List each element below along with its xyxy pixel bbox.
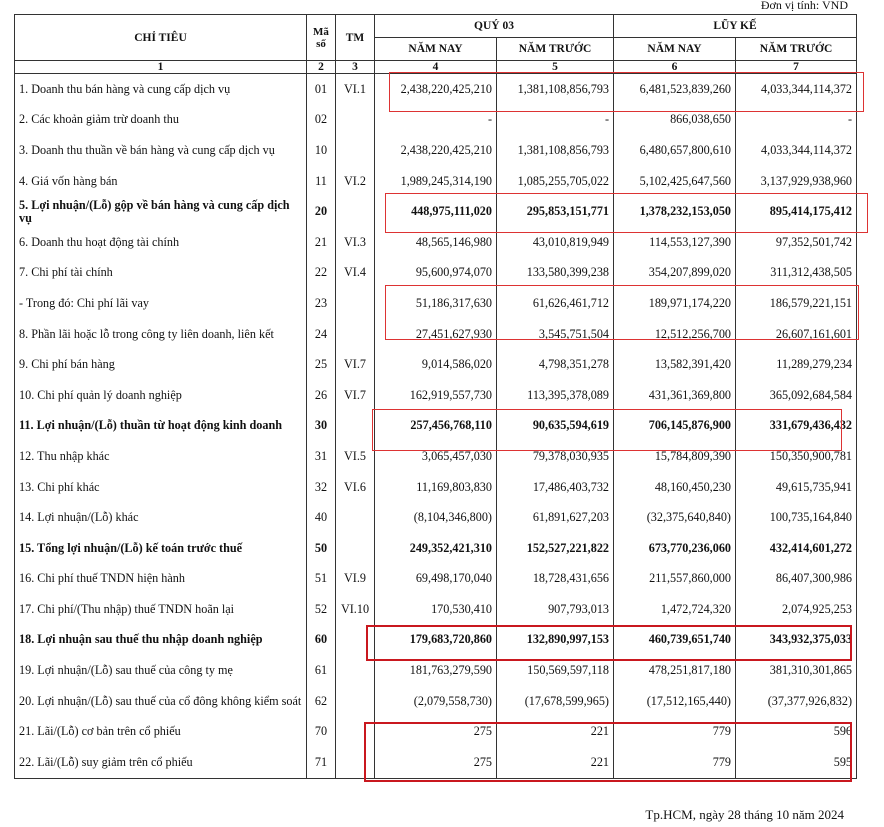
row-note bbox=[336, 747, 375, 778]
value-cell: 51,186,317,630 bbox=[375, 288, 497, 319]
value-cell: 779 bbox=[614, 747, 736, 778]
row-note: VI.1 bbox=[336, 74, 375, 105]
value-cell: 61,891,627,203 bbox=[497, 502, 614, 533]
value-cell: 4,798,351,278 bbox=[497, 349, 614, 380]
header-quy: QUÝ 03 bbox=[375, 15, 614, 38]
value-cell: 779 bbox=[614, 716, 736, 747]
row-code: 70 bbox=[307, 716, 336, 747]
value-cell: 86,407,300,986 bbox=[736, 564, 857, 595]
row-label: 10. Chi phí quản lý doanh nghiệp bbox=[15, 380, 307, 411]
header-lk-nam-nay: NĂM NAY bbox=[614, 38, 736, 61]
value-cell: 706,145,876,900 bbox=[614, 411, 736, 442]
row-label: 20. Lợi nhuận/(Lỗ) sau thuế của cổ đông không kiểm soát bbox=[15, 686, 307, 717]
value-cell: 2,074,925,253 bbox=[736, 594, 857, 625]
row-label: 19. Lợi nhuận/(Lỗ) sau thuế của công ty mẹ bbox=[15, 655, 307, 686]
value-cell: 1,381,108,856,793 bbox=[497, 74, 614, 105]
row-note: VI.3 bbox=[336, 227, 375, 258]
value-cell: 448,975,111,020 bbox=[375, 196, 497, 227]
row-label: 4. Giá vốn hàng bán bbox=[15, 166, 307, 197]
row-note: VI.4 bbox=[336, 258, 375, 289]
row-note bbox=[336, 411, 375, 442]
value-cell: 365,092,684,584 bbox=[736, 380, 857, 411]
row-label: 9. Chi phí bán hàng bbox=[15, 349, 307, 380]
row-label: 22. Lãi/(Lỗ) suy giảm trên cổ phiếu bbox=[15, 747, 307, 778]
value-cell: 275 bbox=[375, 716, 497, 747]
row-note bbox=[336, 135, 375, 166]
header-quy-nam-nay: NĂM NAY bbox=[375, 38, 497, 61]
footer-date: Tp.HCM, ngày 28 tháng 10 năm 2024 bbox=[645, 807, 844, 822]
row-label: 3. Doanh thu thuần về bán hàng và cung cấp dịch vụ bbox=[15, 135, 307, 166]
row-code: 01 bbox=[307, 74, 336, 105]
value-cell: 61,626,461,712 bbox=[497, 288, 614, 319]
column-index: 7 bbox=[736, 61, 857, 74]
value-cell: 11,169,803,830 bbox=[375, 472, 497, 503]
value-cell: 431,361,369,800 bbox=[614, 380, 736, 411]
value-cell: 221 bbox=[497, 716, 614, 747]
value-cell: 48,160,450,230 bbox=[614, 472, 736, 503]
row-note: VI.9 bbox=[336, 564, 375, 595]
column-index-row bbox=[15, 61, 857, 74]
table-row bbox=[15, 380, 857, 411]
row-note bbox=[336, 533, 375, 564]
header-quy-nam-truoc: NĂM TRƯỚC bbox=[497, 38, 614, 61]
table-row bbox=[15, 319, 857, 350]
column-index: 6 bbox=[614, 61, 736, 74]
value-cell: 6,481,523,839,260 bbox=[614, 74, 736, 105]
column-index: 5 bbox=[497, 61, 614, 74]
row-code: 51 bbox=[307, 564, 336, 595]
value-cell: 179,683,720,860 bbox=[375, 625, 497, 656]
unit-note: Đơn vị tính: VND bbox=[760, 0, 848, 12]
value-cell: 354,207,899,020 bbox=[614, 258, 736, 289]
value-cell: 13,582,391,420 bbox=[614, 349, 736, 380]
row-code: 21 bbox=[307, 227, 336, 258]
row-note bbox=[336, 686, 375, 717]
value-cell: 4,033,344,114,372 bbox=[736, 135, 857, 166]
table-row bbox=[15, 533, 857, 564]
table-row bbox=[15, 594, 857, 625]
row-label: 7. Chi phí tài chính bbox=[15, 258, 307, 289]
row-code: 22 bbox=[307, 258, 336, 289]
row-label: 1. Doanh thu bán hàng và cung cấp dịch vụ bbox=[15, 74, 307, 105]
row-note bbox=[336, 105, 375, 136]
value-cell: 331,679,436,432 bbox=[736, 411, 857, 442]
row-note bbox=[336, 655, 375, 686]
row-label: 8. Phần lãi hoặc lỗ trong công ty liên doanh, liên kết bbox=[15, 319, 307, 350]
value-cell: (2,079,558,730) bbox=[375, 686, 497, 717]
header-luy-ke: LŨY KẾ bbox=[614, 15, 857, 38]
value-cell: 17,486,403,732 bbox=[497, 472, 614, 503]
row-note: VI.10 bbox=[336, 594, 375, 625]
value-cell: 6,480,657,800,610 bbox=[614, 135, 736, 166]
row-code: 20 bbox=[307, 196, 336, 227]
value-cell: 249,352,421,310 bbox=[375, 533, 497, 564]
value-cell: 1,989,245,314,190 bbox=[375, 166, 497, 197]
column-index: 1 bbox=[15, 61, 307, 74]
row-note: VI.2 bbox=[336, 166, 375, 197]
value-cell: 133,580,399,238 bbox=[497, 258, 614, 289]
row-note bbox=[336, 196, 375, 227]
table-row bbox=[15, 686, 857, 717]
value-cell: 150,569,597,118 bbox=[497, 655, 614, 686]
value-cell: 162,919,557,730 bbox=[375, 380, 497, 411]
table-row bbox=[15, 74, 857, 105]
header-ma-so: Mã số bbox=[307, 15, 336, 61]
table-row bbox=[15, 166, 857, 197]
table-row bbox=[15, 441, 857, 472]
column-index: 3 bbox=[336, 61, 375, 74]
table-row bbox=[15, 502, 857, 533]
row-code: 31 bbox=[307, 441, 336, 472]
value-cell: 2,438,220,425,210 bbox=[375, 74, 497, 105]
value-cell: 100,735,164,840 bbox=[736, 502, 857, 533]
value-cell: 114,553,127,390 bbox=[614, 227, 736, 258]
value-cell: 43,010,819,949 bbox=[497, 227, 614, 258]
row-label: 5. Lợi nhuận/(Lỗ) gộp về bán hàng và cung cấp dịch vụ bbox=[15, 196, 307, 227]
value-cell: 1,472,724,320 bbox=[614, 594, 736, 625]
table-row bbox=[15, 288, 857, 319]
table-row bbox=[15, 196, 857, 227]
value-cell: 221 bbox=[497, 747, 614, 778]
value-cell: 189,971,174,220 bbox=[614, 288, 736, 319]
value-cell: 5,102,425,647,560 bbox=[614, 166, 736, 197]
column-index: 2 bbox=[307, 61, 336, 74]
row-label: - Trong đó: Chi phí lãi vay bbox=[15, 288, 307, 319]
table-row bbox=[15, 564, 857, 595]
value-cell: 2,438,220,425,210 bbox=[375, 135, 497, 166]
row-note bbox=[336, 625, 375, 656]
row-label: 6. Doanh thu hoạt động tài chính bbox=[15, 227, 307, 258]
value-cell: - bbox=[497, 105, 614, 136]
row-code: 32 bbox=[307, 472, 336, 503]
row-code: 11 bbox=[307, 166, 336, 197]
value-cell: 907,793,013 bbox=[497, 594, 614, 625]
value-cell: - bbox=[736, 105, 857, 136]
row-note: VI.5 bbox=[336, 441, 375, 472]
row-code: 61 bbox=[307, 655, 336, 686]
value-cell: 311,312,438,505 bbox=[736, 258, 857, 289]
row-code: 25 bbox=[307, 349, 336, 380]
value-cell: (17,678,599,965) bbox=[497, 686, 614, 717]
value-cell: 1,381,108,856,793 bbox=[497, 135, 614, 166]
value-cell: 95,600,974,070 bbox=[375, 258, 497, 289]
row-label: 13. Chi phí khác bbox=[15, 472, 307, 503]
value-cell: 26,607,161,601 bbox=[736, 319, 857, 350]
row-code: 62 bbox=[307, 686, 336, 717]
row-code: 23 bbox=[307, 288, 336, 319]
value-cell: 1,085,255,705,022 bbox=[497, 166, 614, 197]
value-cell: 275 bbox=[375, 747, 497, 778]
value-cell: (8,104,346,800) bbox=[375, 502, 497, 533]
table-row bbox=[15, 349, 857, 380]
table-row bbox=[15, 716, 857, 747]
row-note bbox=[336, 319, 375, 350]
row-label: 11. Lợi nhuận/(Lỗ) thuần từ hoạt động kinh doanh bbox=[15, 411, 307, 442]
row-note: VI.7 bbox=[336, 349, 375, 380]
value-cell: 79,378,030,935 bbox=[497, 441, 614, 472]
value-cell: (37,377,926,832) bbox=[736, 686, 857, 717]
value-cell: 69,498,170,040 bbox=[375, 564, 497, 595]
value-cell: 48,565,146,980 bbox=[375, 227, 497, 258]
value-cell: 97,352,501,742 bbox=[736, 227, 857, 258]
value-cell: 343,932,375,033 bbox=[736, 625, 857, 656]
row-label: 12. Thu nhập khác bbox=[15, 441, 307, 472]
value-cell: 132,890,997,153 bbox=[497, 625, 614, 656]
table-row bbox=[15, 227, 857, 258]
value-cell: 3,545,751,504 bbox=[497, 319, 614, 350]
value-cell: 478,251,817,180 bbox=[614, 655, 736, 686]
value-cell: 295,853,151,771 bbox=[497, 196, 614, 227]
row-code: 30 bbox=[307, 411, 336, 442]
value-cell: 150,350,900,781 bbox=[736, 441, 857, 472]
row-note: VI.6 bbox=[336, 472, 375, 503]
value-cell: 1,378,232,153,050 bbox=[614, 196, 736, 227]
value-cell: - bbox=[375, 105, 497, 136]
row-code: 50 bbox=[307, 533, 336, 564]
income-statement-table bbox=[14, 14, 857, 779]
table-row bbox=[15, 258, 857, 289]
value-cell: 3,137,929,938,960 bbox=[736, 166, 857, 197]
row-label: 21. Lãi/(Lỗ) cơ bản trên cổ phiếu bbox=[15, 716, 307, 747]
row-code: 71 bbox=[307, 747, 336, 778]
value-cell: 596 bbox=[736, 716, 857, 747]
header-chi-tieu: CHỈ TIÊU bbox=[15, 15, 307, 61]
table-row bbox=[15, 105, 857, 136]
value-cell: 460,739,651,740 bbox=[614, 625, 736, 656]
row-code: 40 bbox=[307, 502, 336, 533]
row-note bbox=[336, 502, 375, 533]
value-cell: 49,615,735,941 bbox=[736, 472, 857, 503]
value-cell: 12,512,256,700 bbox=[614, 319, 736, 350]
row-label: 16. Chi phí thuế TNDN hiện hành bbox=[15, 564, 307, 595]
row-note bbox=[336, 716, 375, 747]
row-label: 2. Các khoản giảm trừ doanh thu bbox=[15, 105, 307, 136]
value-cell: 113,395,378,089 bbox=[497, 380, 614, 411]
table-row bbox=[15, 411, 857, 442]
row-label: 17. Chi phí/(Thu nhập) thuế TNDN hoãn lại bbox=[15, 594, 307, 625]
row-code: 60 bbox=[307, 625, 336, 656]
row-code: 02 bbox=[307, 105, 336, 136]
row-label: 18. Lợi nhuận sau thuế thu nhập doanh nghiệp bbox=[15, 625, 307, 656]
row-code: 52 bbox=[307, 594, 336, 625]
value-cell: 18,728,431,656 bbox=[497, 564, 614, 595]
table-row bbox=[15, 135, 857, 166]
value-cell: 4,033,344,114,372 bbox=[736, 74, 857, 105]
value-cell: 90,635,594,619 bbox=[497, 411, 614, 442]
value-cell: 170,530,410 bbox=[375, 594, 497, 625]
column-index: 4 bbox=[375, 61, 497, 74]
table-row bbox=[15, 655, 857, 686]
header-lk-nam-truoc: NĂM TRƯỚC bbox=[736, 38, 857, 61]
row-note bbox=[336, 288, 375, 319]
value-cell: 186,579,221,151 bbox=[736, 288, 857, 319]
value-cell: 152,527,221,822 bbox=[497, 533, 614, 564]
value-cell: 895,414,175,412 bbox=[736, 196, 857, 227]
value-cell: 673,770,236,060 bbox=[614, 533, 736, 564]
value-cell: 181,763,279,590 bbox=[375, 655, 497, 686]
value-cell: 11,289,279,234 bbox=[736, 349, 857, 380]
value-cell: 27,451,627,930 bbox=[375, 319, 497, 350]
value-cell: 9,014,586,020 bbox=[375, 349, 497, 380]
value-cell: 3,065,457,030 bbox=[375, 441, 497, 472]
header-tm: TM bbox=[336, 15, 375, 61]
value-cell: 381,310,301,865 bbox=[736, 655, 857, 686]
row-code: 10 bbox=[307, 135, 336, 166]
row-note: VI.7 bbox=[336, 380, 375, 411]
value-cell: (32,375,640,840) bbox=[614, 502, 736, 533]
value-cell: 211,557,860,000 bbox=[614, 564, 736, 595]
value-cell: 866,038,650 bbox=[614, 105, 736, 136]
row-code: 24 bbox=[307, 319, 336, 350]
table-row bbox=[15, 747, 857, 778]
row-label: 14. Lợi nhuận/(Lỗ) khác bbox=[15, 502, 307, 533]
table-row bbox=[15, 625, 857, 656]
value-cell: 257,456,768,110 bbox=[375, 411, 497, 442]
value-cell: 432,414,601,272 bbox=[736, 533, 857, 564]
row-code: 26 bbox=[307, 380, 336, 411]
row-label: 15. Tổng lợi nhuận/(Lỗ) kế toán trước thuế bbox=[15, 533, 307, 564]
value-cell: (17,512,165,440) bbox=[614, 686, 736, 717]
table-row bbox=[15, 472, 857, 503]
value-cell: 15,784,809,390 bbox=[614, 441, 736, 472]
value-cell: 595 bbox=[736, 747, 857, 778]
